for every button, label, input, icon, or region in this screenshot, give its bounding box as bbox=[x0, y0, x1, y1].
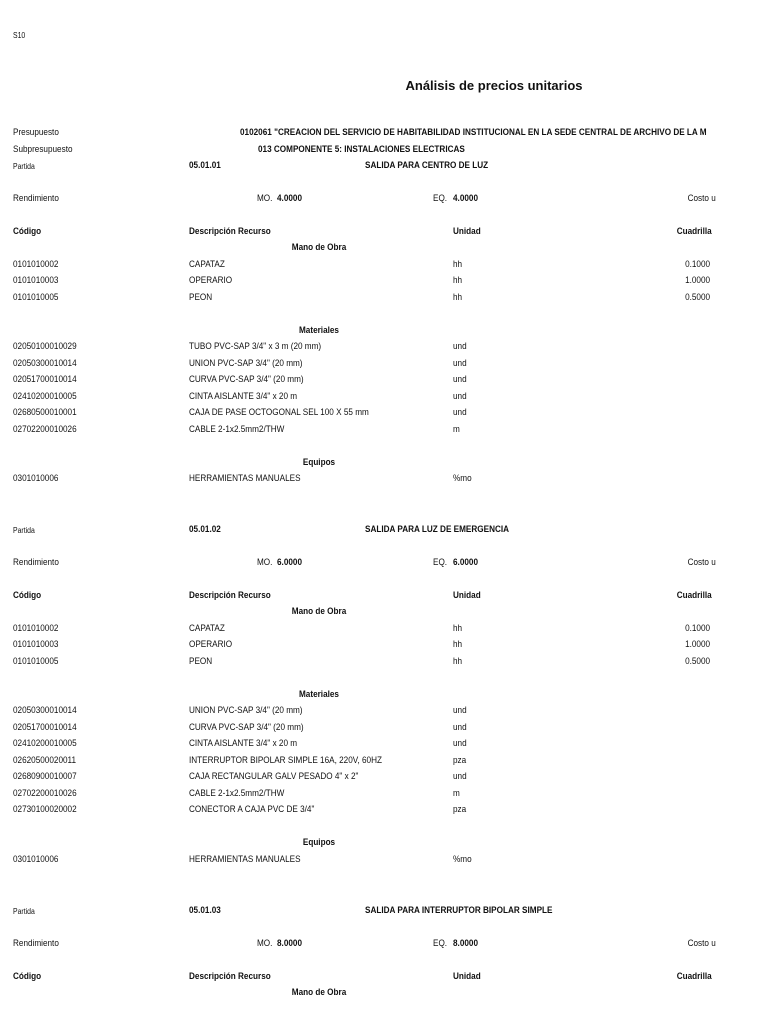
eq-value: 4.0000 bbox=[453, 193, 478, 204]
row-cuadrilla: 1.0000 bbox=[685, 275, 710, 286]
partida-code: 05.01.02 bbox=[189, 524, 221, 535]
row-descripcion: PEON bbox=[189, 291, 213, 303]
presupuesto-value: 0102061 "CREACION DEL SERVICIO DE HABITABILIDAD INSTITUCIONAL EN LA SEDE CENTRAL DE ARCHIVO DE LA M bbox=[240, 127, 707, 138]
partida-name: SALIDA PARA CENTRO DE LUZ bbox=[365, 160, 489, 171]
row-codigo: 02050300010014 bbox=[13, 357, 77, 369]
row-unidad: und bbox=[453, 390, 467, 402]
col-unidad: Unidad bbox=[453, 590, 481, 601]
costo-label: Costo u bbox=[687, 557, 716, 568]
row-unidad: und bbox=[453, 357, 467, 369]
row-cuadrilla: 0.1000 bbox=[685, 258, 710, 270]
eq-label: EQ. bbox=[433, 938, 448, 949]
row-cuadrilla: 0.1000 bbox=[685, 622, 710, 634]
mo-label: MO. bbox=[257, 938, 273, 949]
col-cuadrilla: Cuadrilla bbox=[677, 590, 712, 601]
eq-value: 6.0000 bbox=[453, 557, 478, 568]
row-unidad: m bbox=[453, 787, 460, 799]
partida-code: 05.01.01 bbox=[189, 160, 221, 171]
row-descripcion: CABLE 2-1x2.5mm2/THW bbox=[189, 787, 285, 799]
col-codigo: Código bbox=[13, 971, 42, 982]
row-unidad: pza bbox=[453, 754, 467, 766]
row-descripcion: CURVA PVC-SAP 3/4" (20 mm) bbox=[189, 721, 304, 733]
row-descripcion: TUBO PVC-SAP 3/4" x 3 m (20 mm) bbox=[189, 341, 322, 352]
row-descripcion: CABLE 2-1x2.5mm2/THW bbox=[189, 423, 285, 435]
row-unidad: und bbox=[453, 721, 467, 733]
partida-code: 05.01.03 bbox=[189, 905, 221, 916]
row-cuadrilla: 0.5000 bbox=[685, 655, 710, 667]
row-unidad: hh bbox=[453, 258, 463, 270]
row-codigo: 0301010006 bbox=[13, 853, 59, 865]
mo-label: MO. bbox=[257, 193, 273, 204]
section-materiales: Materiales bbox=[299, 688, 339, 700]
row-cuadrilla: 0.5000 bbox=[685, 291, 710, 303]
row-unidad: m bbox=[453, 423, 460, 435]
presupuesto-label: Presupuesto bbox=[13, 127, 59, 138]
mo-value: 8.0000 bbox=[277, 938, 302, 949]
row-unidad: und bbox=[453, 771, 467, 782]
row-descripcion: OPERARIO bbox=[189, 275, 233, 286]
row-descripcion: OPERARIO bbox=[189, 639, 233, 650]
partida-name: SALIDA PARA LUZ DE EMERGENCIA bbox=[365, 524, 510, 535]
row-unidad: hh bbox=[453, 639, 463, 650]
row-unidad: hh bbox=[453, 655, 463, 667]
row-unidad: hh bbox=[453, 622, 463, 634]
row-descripcion: INTERRUPTOR BIPOLAR SIMPLE 16A, 220V, 60HZ bbox=[189, 754, 382, 766]
page-title: Análisis de precios unitarios bbox=[405, 78, 583, 93]
row-unidad: hh bbox=[453, 291, 463, 303]
row-codigo: 02702200010026 bbox=[13, 787, 77, 799]
eq-label: EQ. bbox=[433, 193, 448, 204]
col-descripcion: Descripción Recurso bbox=[189, 971, 271, 982]
section-mano-de-obra: Mano de Obra bbox=[291, 606, 347, 617]
row-descripcion: CAPATAZ bbox=[189, 622, 225, 634]
partida-name: SALIDA PARA INTERRUPTOR BIPOLAR SIMPLE bbox=[365, 905, 553, 916]
row-codigo: 02051700010014 bbox=[13, 374, 77, 385]
costo-label: Costo u bbox=[687, 938, 716, 949]
col-unidad: Unidad bbox=[453, 971, 481, 982]
row-descripcion: PEON bbox=[189, 655, 213, 667]
row-descripcion: CAJA DE PASE OCTOGONAL SEL 100 X 55 mm bbox=[189, 407, 369, 418]
row-codigo: 0101010003 bbox=[13, 639, 59, 650]
col-unidad: Unidad bbox=[453, 226, 481, 237]
row-codigo: 02051700010014 bbox=[13, 721, 77, 733]
row-unidad: und bbox=[453, 374, 467, 385]
row-cuadrilla: 1.0000 bbox=[685, 639, 710, 650]
col-codigo: Código bbox=[13, 590, 42, 601]
row-unidad: %mo bbox=[453, 853, 472, 865]
col-cuadrilla: Cuadrilla bbox=[677, 226, 712, 237]
row-unidad: hh bbox=[453, 275, 463, 286]
section-mano-de-obra: Mano de Obra bbox=[291, 242, 347, 253]
mo-value: 6.0000 bbox=[277, 557, 302, 568]
mo-label: MO. bbox=[257, 557, 273, 568]
section-materiales: Materiales bbox=[299, 324, 339, 336]
subpresupuesto-value: 013 COMPONENTE 5: INSTALACIONES ELECTRICAS bbox=[258, 144, 465, 155]
rendimiento-label: Rendimiento bbox=[13, 193, 59, 204]
row-unidad: pza bbox=[453, 804, 467, 815]
row-descripcion: UNION PVC-SAP 3/4" (20 mm) bbox=[189, 705, 303, 716]
row-descripcion: CINTA AISLANTE 3/4" x 20 m bbox=[189, 390, 298, 402]
row-codigo: 02410200010005 bbox=[13, 738, 77, 749]
section-mano-de-obra: Mano de Obra bbox=[291, 987, 347, 998]
row-codigo: 02680900010007 bbox=[13, 771, 77, 782]
row-descripcion: CURVA PVC-SAP 3/4" (20 mm) bbox=[189, 374, 304, 385]
eq-value: 8.0000 bbox=[453, 938, 478, 949]
section-equipos: Equipos bbox=[302, 456, 336, 468]
costo-label: Costo u bbox=[687, 193, 716, 204]
col-cuadrilla: Cuadrilla bbox=[677, 971, 712, 982]
col-codigo: Código bbox=[13, 226, 42, 237]
row-codigo: 02620500020011 bbox=[13, 754, 77, 766]
section-equipos: Equipos bbox=[302, 837, 336, 848]
row-unidad: und bbox=[453, 738, 467, 749]
row-codigo: 0101010003 bbox=[13, 275, 59, 286]
subpresupuesto-label: Subpresupuesto bbox=[13, 144, 73, 155]
row-unidad: und bbox=[453, 341, 467, 352]
row-descripcion: CAPATAZ bbox=[189, 258, 225, 270]
report-code: S10 bbox=[13, 31, 26, 40]
row-codigo: 02730100020002 bbox=[13, 804, 77, 815]
row-codigo: 02702200010026 bbox=[13, 423, 77, 435]
row-descripcion: HERRAMIENTAS MANUALES bbox=[189, 473, 301, 484]
partida-label: Partida bbox=[13, 162, 35, 171]
partida-label: Partida bbox=[13, 526, 35, 535]
rendimiento-label: Rendimiento bbox=[13, 938, 59, 949]
row-descripcion: UNION PVC-SAP 3/4" (20 mm) bbox=[189, 357, 303, 369]
rendimiento-label: Rendimiento bbox=[13, 557, 59, 568]
row-descripcion: HERRAMIENTAS MANUALES bbox=[189, 853, 301, 865]
row-descripcion: CONECTOR A CAJA PVC DE 3/4" bbox=[189, 804, 315, 815]
row-codigo: 0101010002 bbox=[13, 258, 59, 270]
row-codigo: 02680500010001 bbox=[13, 407, 77, 418]
row-codigo: 02410200010005 bbox=[13, 390, 77, 402]
row-codigo: 0101010005 bbox=[13, 291, 59, 303]
row-codigo: 02050300010014 bbox=[13, 705, 77, 716]
eq-label: EQ. bbox=[433, 557, 448, 568]
mo-value: 4.0000 bbox=[277, 193, 302, 204]
row-unidad: %mo bbox=[453, 473, 472, 484]
col-descripcion: Descripción Recurso bbox=[189, 590, 271, 601]
col-descripcion: Descripción Recurso bbox=[189, 226, 271, 237]
row-unidad: und bbox=[453, 407, 467, 418]
partida-label: Partida bbox=[13, 907, 35, 916]
row-codigo: 0101010002 bbox=[13, 622, 59, 634]
row-codigo: 02050100010029 bbox=[13, 341, 77, 352]
row-descripcion: CAJA RECTANGULAR GALV PESADO 4" x 2" bbox=[189, 771, 359, 782]
row-codigo: 0101010005 bbox=[13, 655, 59, 667]
row-unidad: und bbox=[453, 705, 467, 716]
row-codigo: 0301010006 bbox=[13, 473, 59, 484]
row-descripcion: CINTA AISLANTE 3/4" x 20 m bbox=[189, 738, 298, 749]
